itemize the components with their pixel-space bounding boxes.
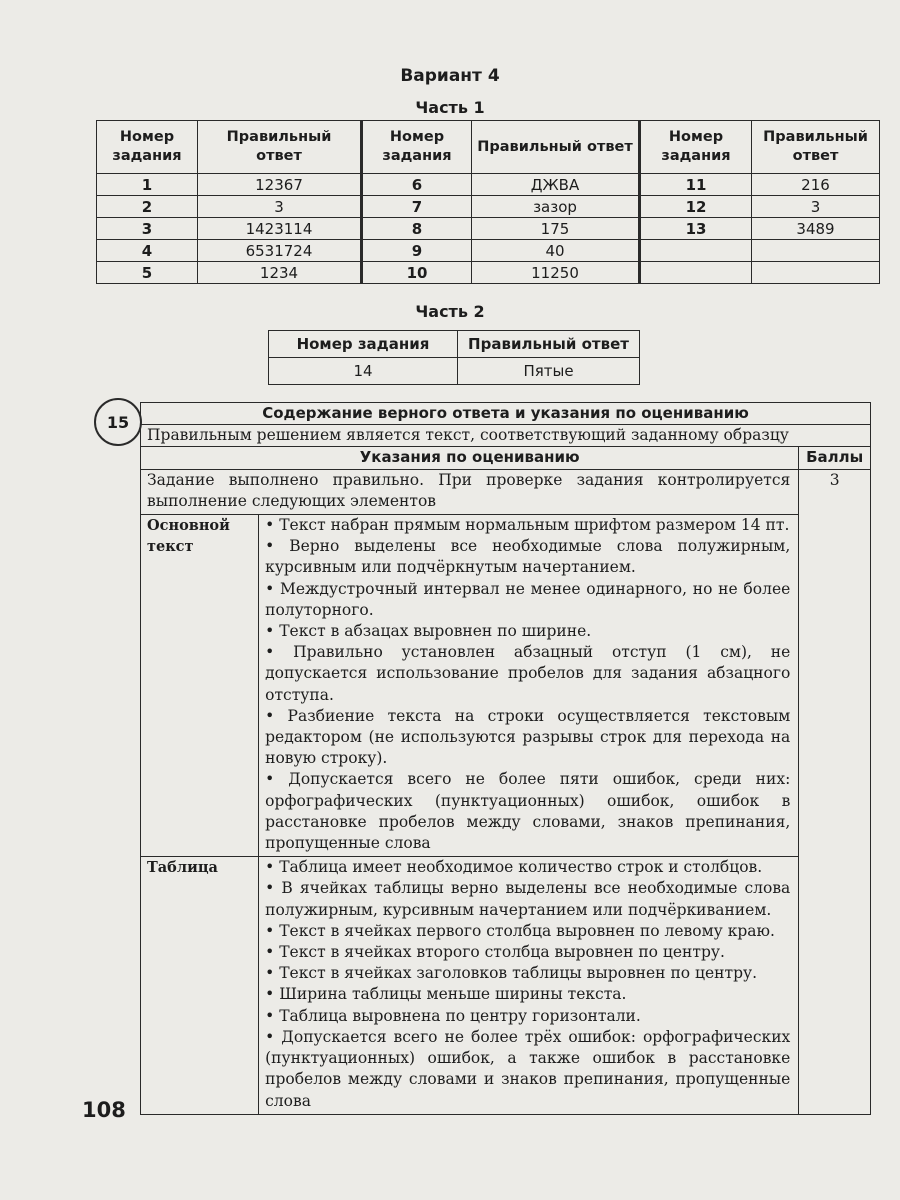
answer-cell: 6531724 [198, 240, 362, 262]
list-item: • Текст в ячейках второго столбца выровнен по центру. [265, 943, 725, 962]
task-number: 13 [640, 218, 752, 240]
column-header: Правильный ответ [472, 121, 640, 174]
main-text-label: Основной текст [141, 515, 259, 857]
list-item: • Таблица выровнена по центру горизонтали. [265, 1006, 641, 1025]
task-number-badge: 15 [94, 398, 142, 446]
list-item: • Междустрочный интервал не менее одинарного, но не более полуторного. [265, 579, 791, 619]
answer-cell: 3489 [752, 218, 880, 240]
correct-solution-text: Правильным решением является текст, соответствующий заданному образцу [141, 425, 871, 447]
task15-criteria-table [140, 402, 871, 1115]
list-item: • Допускается всего не более трёх ошибок: орфографических (пунктуационных) ошибок, а также ошибок в расстановке пробелов между словами и знаков препинания, пропущенные слова [265, 1027, 791, 1110]
answer-cell: 11250 [472, 262, 640, 284]
task-number: 12 [640, 196, 752, 218]
answer-cell: 216 [752, 174, 880, 196]
task-number: 3 [97, 218, 198, 240]
answer-cell: зазор [472, 196, 640, 218]
column-header: Номер задания [269, 331, 458, 358]
table-row [97, 262, 880, 284]
column-header: Правильный ответ [458, 331, 640, 358]
task-number: 4 [97, 240, 198, 262]
table-header-row [269, 331, 640, 358]
variant-title: Вариант 4 [400, 66, 500, 86]
column-header: Правильный ответ [752, 121, 880, 174]
table-label: Таблица [141, 857, 259, 1114]
column-header: Номер задания [640, 121, 752, 174]
list-item: • Текст в абзацах выровнен по ширине. [265, 622, 592, 641]
content-header: Содержание верного ответа и указания по оцениванию [141, 403, 871, 425]
points-header: Баллы [799, 447, 871, 469]
task-number: 14 [269, 358, 458, 385]
task-number: 9 [362, 240, 472, 262]
table-criteria [259, 857, 799, 1114]
part1-title: Часть 1 [415, 98, 485, 117]
list-item: • Текст набран прямым нормальным шрифтом размером 14 пт. [265, 516, 790, 535]
points-value: 3 [799, 469, 871, 1114]
column-header: Номер задания [97, 121, 198, 174]
answer-cell [752, 240, 880, 262]
column-header: Номер задания [362, 121, 472, 174]
answer-cell: ДЖВА [472, 174, 640, 196]
main-text-criteria [259, 515, 799, 857]
answer-cell: 175 [472, 218, 640, 240]
task-number: 6 [362, 174, 472, 196]
part2-answers-table [268, 330, 640, 385]
list-item: • Ширина таблицы меньше ширины текста. [265, 985, 627, 1004]
task-number: 7 [362, 196, 472, 218]
task-number: 5 [97, 262, 198, 284]
answer-cell: 3 [198, 196, 362, 218]
completed-text: Задание выполнено правильно. При проверке задания контролируется выполнение следующих элементов [141, 469, 799, 514]
table-row [97, 174, 880, 196]
list-item: • Текст в ячейках первого столбца выровнен по левому краю. [265, 921, 775, 940]
task-number [640, 240, 752, 262]
table-row [269, 358, 640, 385]
table-row [97, 196, 880, 218]
list-item: • В ячейках таблицы верно выделены все необходимые слова полужирным, курсивным начертанием или подчёркиванием. [265, 879, 791, 919]
task-number: 11 [640, 174, 752, 196]
list-item: • Разбиение текста на строки осуществляется текстовым редактором (не используются разрывы строк для перехода на новую строку). [265, 706, 791, 768]
list-item: • Текст в ячейках заголовков таблицы выровнен по центру. [265, 964, 758, 983]
part2-title: Часть 2 [415, 302, 485, 321]
list-item: • Допускается всего не более пяти ошибок, среди них: орфографических (пунктуационных) ошибок, ошибок в расстановке пробелов между словами, знаков препинания, пропущенные слова [265, 770, 791, 853]
answer-cell: 40 [472, 240, 640, 262]
answer-cell [752, 262, 880, 284]
answer-cell: Пятые [458, 358, 640, 385]
part1-answers-table [96, 120, 880, 284]
task-number: 8 [362, 218, 472, 240]
answer-cell: 1234 [198, 262, 362, 284]
table-row [97, 240, 880, 262]
task-number: 10 [362, 262, 472, 284]
page-number: 108 [82, 1098, 126, 1122]
instructions-header: Указания по оцениванию [141, 447, 799, 469]
list-item: • Правильно установлен абзацный отступ (1 см), не допускается использование пробелов для задания абзацного отступа. [265, 643, 791, 704]
task-number [640, 262, 752, 284]
table-header-row [97, 121, 880, 174]
task-number: 1 [97, 174, 198, 196]
answer-cell: 12367 [198, 174, 362, 196]
list-item: • Таблица имеет необходимое количество строк и столбцов. [265, 858, 763, 877]
answer-cell: 1423114 [198, 218, 362, 240]
column-header: Правильный ответ [198, 121, 362, 174]
answer-cell: 3 [752, 196, 880, 218]
table-row [97, 218, 880, 240]
task-number: 2 [97, 196, 198, 218]
list-item: • Верно выделены все необходимые слова полужирным, курсивным или подчёркнутым начертанием. [265, 537, 791, 577]
